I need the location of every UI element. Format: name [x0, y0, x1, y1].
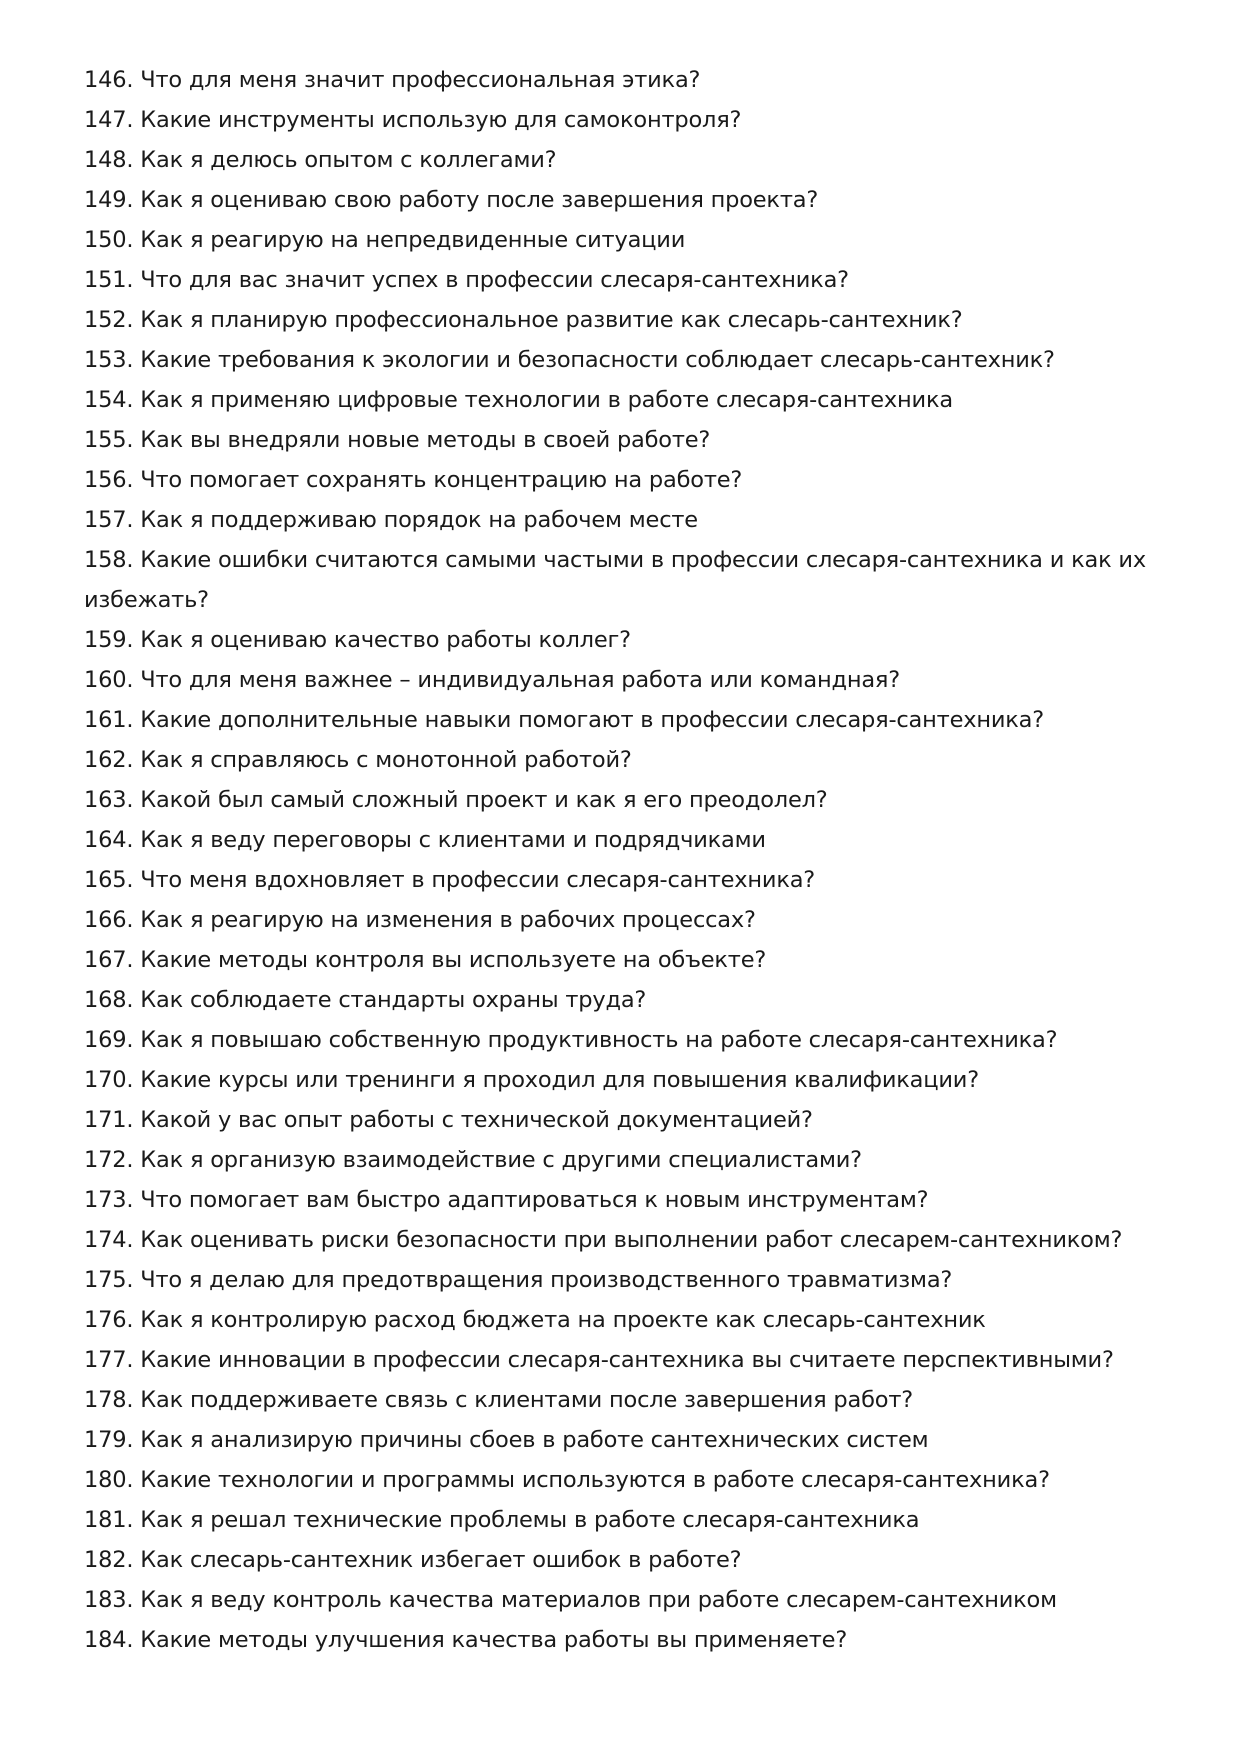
list-item: 161. Какие дополнительные навыки помогают в профессии слесаря-сантехника?: [84, 707, 1044, 733]
list-item: 150. Как я реагирую на непредвиденные ситуации: [84, 227, 686, 253]
list-item: 183. Как я веду контроль качества материалов при работе слесарем-сантехником: [84, 1587, 1057, 1613]
list-item: 171. Какой у вас опыт работы с технической документацией?: [84, 1107, 813, 1133]
list-item: 166. Как я реагирую на изменения в рабочих процессах?: [84, 907, 756, 933]
question-list: [84, 60, 1164, 1660]
list-item: 180. Какие технологии и программы используются в работе слесаря-сантехника?: [84, 1467, 1050, 1493]
list-item: 147. Какие инструменты использую для самоконтроля?: [84, 107, 742, 133]
list-item: 154. Как я применяю цифровые технологии в работе слесаря-сантехника: [84, 387, 953, 413]
list-item: 158. Какие ошибки считаются самыми частыми в профессии слесаря-сантехника и как их избежать?: [84, 547, 1146, 613]
list-item: 164. Как я веду переговоры с клиентами и подрядчиками: [84, 827, 766, 853]
list-item: 184. Какие методы улучшения качества работы вы применяете?: [84, 1627, 848, 1653]
list-item: 148. Как я делюсь опытом с коллегами?: [84, 147, 557, 173]
list-item: 176. Как я контролирую расход бюджета на проекте как слесарь-сантехник: [84, 1307, 986, 1333]
list-item: 153. Какие требования к экологии и безопасности соблюдает слесарь-сантехник?: [84, 347, 1055, 373]
list-item: 152. Как я планирую профессиональное развитие как слесарь-сантехник?: [84, 307, 963, 333]
list-item: 167. Какие методы контроля вы используете на объекте?: [84, 947, 767, 973]
list-item: 168. Как соблюдаете стандарты охраны труда?: [84, 987, 647, 1013]
list-item: 146. Что для меня значит профессиональная этика?: [84, 67, 701, 93]
list-item: 151. Что для вас значит успех в профессии слесаря-сантехника?: [84, 267, 849, 293]
list-item: 181. Как я решал технические проблемы в работе слесаря-сантехника: [84, 1507, 920, 1533]
list-item: 172. Как я организую взаимодействие с другими специалистами?: [84, 1147, 862, 1173]
list-item: 169. Как я повышаю собственную продуктивность на работе слесаря-сантехника?: [84, 1027, 1058, 1053]
list-item: 157. Как я поддерживаю порядок на рабочем месте: [84, 507, 698, 533]
list-item: 149. Как я оцениваю свою работу после завершения проекта?: [84, 187, 819, 213]
list-item: 174. Как оценивать риски безопасности при выполнении работ слесарем-сантехником?: [84, 1227, 1123, 1253]
list-item: 170. Какие курсы или тренинги я проходил для повышения квалификации?: [84, 1067, 979, 1093]
list-item: 182. Как слесарь-сантехник избегает ошибок в работе?: [84, 1547, 742, 1573]
list-item: 159. Как я оцениваю качество работы коллег?: [84, 627, 631, 653]
list-item: 175. Что я делаю для предотвращения производственного травматизма?: [84, 1267, 953, 1293]
list-item: 163. Какой был самый сложный проект и как я его преодолел?: [84, 787, 828, 813]
list-item: 155. Как вы внедряли новые методы в своей работе?: [84, 427, 711, 453]
list-item: 179. Как я анализирую причины сбоев в работе сантехнических систем: [84, 1427, 929, 1453]
list-item: 178. Как поддерживаете связь с клиентами после завершения работ?: [84, 1387, 913, 1413]
list-item: 177. Какие инновации в профессии слесаря-сантехника вы считаете перспективными?: [84, 1347, 1114, 1373]
list-item: 162. Как я справляюсь с монотонной работой?: [84, 747, 632, 773]
list-item: 160. Что для меня важнее – индивидуальная работа или командная?: [84, 667, 900, 693]
list-item: 165. Что меня вдохновляет в профессии слесаря-сантехника?: [84, 867, 816, 893]
list-item: 156. Что помогает сохранять концентрацию на работе?: [84, 467, 743, 493]
list-item: 173. Что помогает вам быстро адаптироваться к новым инструментам?: [84, 1187, 929, 1213]
